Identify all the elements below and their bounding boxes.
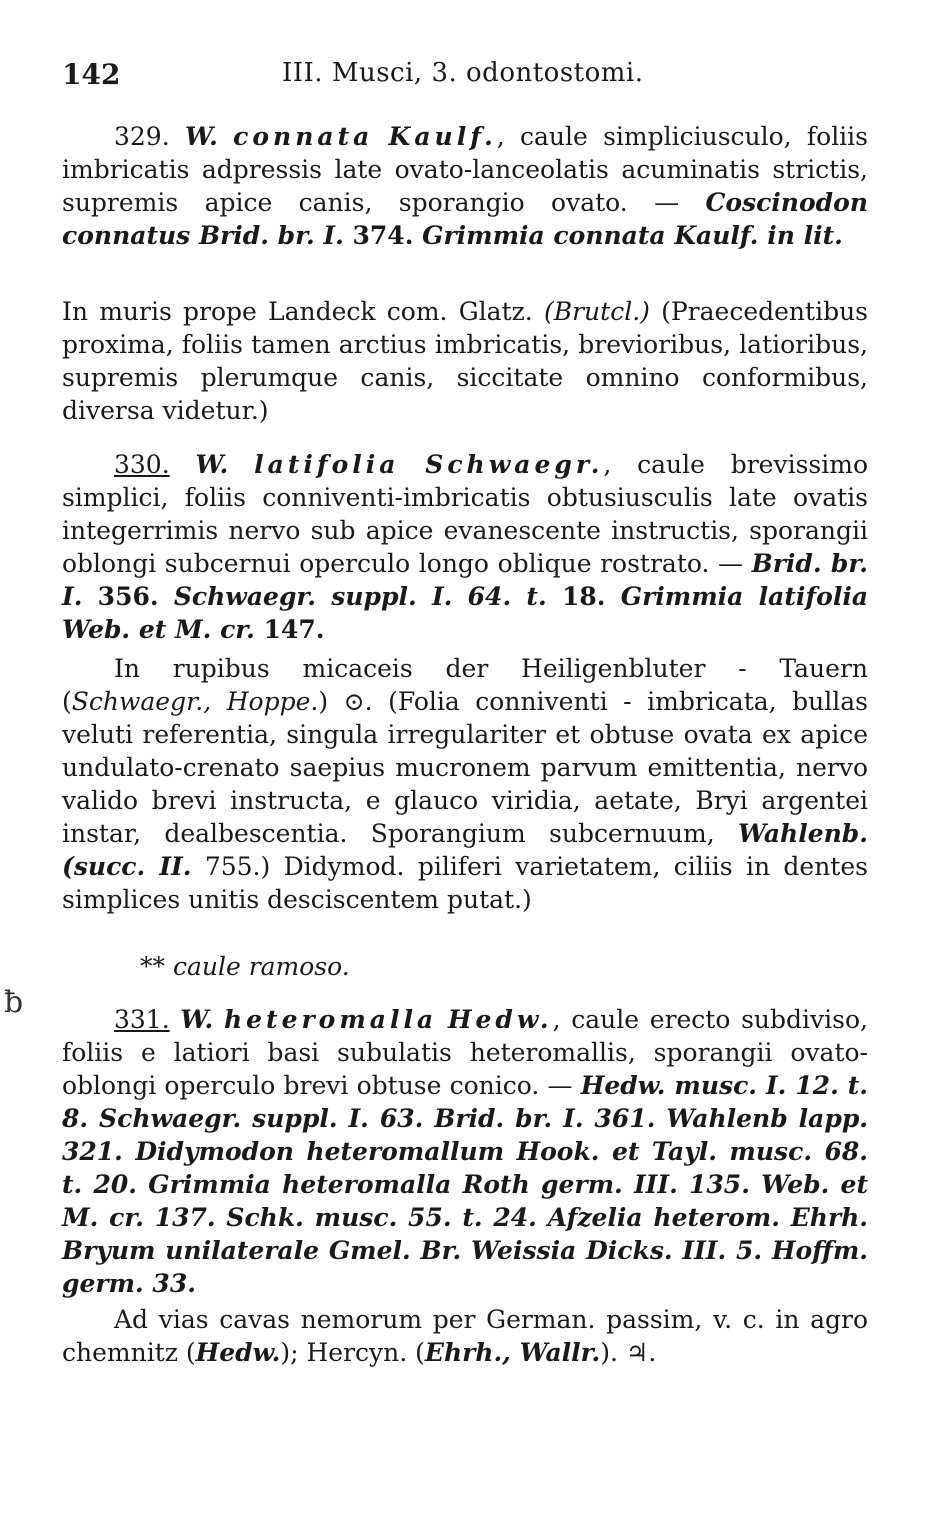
collector: (Brutcl.) xyxy=(543,297,650,326)
entry-number: 330. xyxy=(114,450,170,479)
synonym-page: 374. xyxy=(343,221,423,250)
genus-abbrev: W. xyxy=(184,122,218,151)
note-text: ) Didymod. piliferi varietatem, ciliis in dentes simplices unitis desciscentem putat.) xyxy=(62,852,868,914)
note-text: In rupibus micaceis der Heiligenbluter - Tauern ( xyxy=(62,654,868,716)
entry-331-note xyxy=(62,1303,868,1369)
diagnosis: , caule brevissimo simplici, foliis conniventi-imbricatis obtusiusculis late ovatis integerrimis nervo sub apice evanescente instructis, sporangii oblongi subcernui operculo longo oblique rostrato. — xyxy=(62,450,868,578)
margin-annotation: ƀ xyxy=(4,985,24,1020)
entry-330-note xyxy=(62,652,868,916)
note-text: ); Hercyn. ( xyxy=(280,1338,425,1367)
reference-page: 18. xyxy=(546,582,621,611)
entry-330 xyxy=(62,448,868,646)
genus-abbrev: W. xyxy=(195,450,229,479)
references: Hedw. musc. I. 12. t. 8. Schwaegr. suppl. I. 63. Brid. br. I. 361. Wahlenb lapp. 321. Didymodon heteromallum Hook. et Tayl. musc. 68. t. 20. Grimmia heteromalla Roth germ. III. 135. Web. et M. cr. 137. Schk. musc. 55. t. 24. Afzelia heterom. Ehrh. Bryum unilaterale Gmel. Br. Weissia Dicks. III. 5. Hoffm. germ. 33. xyxy=(62,1071,868,1298)
collector: Hedw. xyxy=(195,1338,281,1367)
synonym: Grimmia connata Kaulf. in lit. xyxy=(422,221,843,250)
species-author: Hedw. xyxy=(447,1005,553,1034)
note-text: ) ⊙. (Folia conniventi - imbricata, bullas veluti referentia, singula irregulariter et obtuse ovata ex apice undulato-crenato saepius mucronem parvum emittentia, nervo valido brevi instructa, e glauco viridia, aetate, Bryi argentei instar, dealbescentia. Sporangium subcernuum, xyxy=(62,687,868,848)
note-text: ). ♃. xyxy=(600,1338,657,1367)
reference-page: 356. xyxy=(82,582,174,611)
citation-page: 755. xyxy=(191,852,261,881)
entry-329-note xyxy=(62,295,868,427)
species-name: connata xyxy=(233,122,374,151)
species-name: heteromalla xyxy=(223,1005,438,1034)
species-author: Schwaegr. xyxy=(425,450,604,479)
entry-331 xyxy=(62,1003,868,1300)
genus-abbrev: W. xyxy=(180,1005,214,1034)
collector: Schwaegr., Hoppe. xyxy=(71,687,319,716)
entry-number: 331. xyxy=(114,1005,170,1034)
running-head: III. Musci, 3. odontostomi. xyxy=(282,58,644,88)
entry-329 xyxy=(62,120,868,252)
citation: Wahlenb. (succ. II. xyxy=(62,819,868,881)
reference: Grimmia latifolia Web. et M. cr. xyxy=(62,582,869,644)
collector: Ehrh., Wallr. xyxy=(424,1338,601,1367)
page-header xyxy=(62,58,868,98)
synonym: Coscinodon connatus Brid. br. I. xyxy=(62,188,868,250)
entry-number: 329. xyxy=(114,122,170,151)
reference-page: 147. xyxy=(254,615,325,644)
diagnosis: , caule erecto subdiviso, foliis e latiori basi subulatis heteromallis, sporangii ovato-oblongi operculo brevi obtuse conico. — xyxy=(62,1005,868,1100)
page-number: 142 xyxy=(62,58,121,91)
species-author: Kaulf. xyxy=(388,122,497,151)
species-name: latifolia xyxy=(254,450,400,479)
note-text: Ad vias cavas nemorum per German. passim, v. c. in agro chemnitz ( xyxy=(62,1305,868,1367)
section-heading: ** caule ramoso. xyxy=(140,952,350,981)
diagnosis: , caule simpliciusculo, foliis imbricatis adpressis late ovato-lanceolatis acuminatis strictis, supremis apice canis, sporangio ovato. — xyxy=(62,122,869,217)
note-text: (Praecedentibus proxima, foliis tamen arctius imbricatis, brevioribus, latioribus, supremis plerumque canis, siccitate omnino conformibus, diversa videtur.) xyxy=(62,297,869,425)
reference: Schwaegr. suppl. I. 64. t. xyxy=(173,582,547,611)
note-text: In muris prope Landeck com. Glatz. xyxy=(62,297,544,326)
reference: Brid. br. I. xyxy=(62,549,868,611)
